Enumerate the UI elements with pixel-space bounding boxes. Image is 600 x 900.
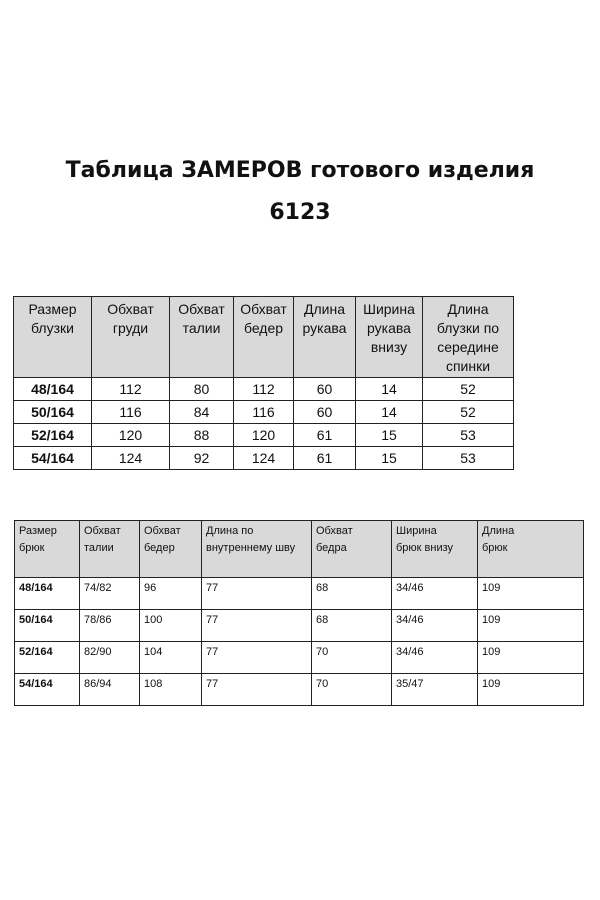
header-cell-sleeve-width: Ширина рукава внизу — [356, 297, 423, 378]
table-cell: 34/46 — [392, 610, 478, 642]
header-cell-waist: Обхват талии — [80, 521, 140, 578]
table-cell: 120 — [92, 424, 170, 447]
table-cell: 92 — [170, 447, 234, 470]
table-cell: 108 — [140, 674, 202, 706]
table-cell: 77 — [202, 642, 312, 674]
header-cell-waist: Обхват талии — [170, 297, 234, 378]
table-row — [15, 578, 584, 610]
header-cell-hem-width: Ширина брюк внизу — [392, 521, 478, 578]
header-cell-blouse-size: Размер блузки — [14, 297, 92, 378]
table-cell: 116 — [234, 401, 294, 424]
table-cell: 61 — [294, 424, 356, 447]
table-cell: 52 — [423, 378, 514, 401]
table-cell: 48/164 — [15, 578, 80, 610]
table-cell: 15 — [356, 424, 423, 447]
table-cell: 109 — [478, 610, 584, 642]
header-cell-trousers-length: Длина брюк — [478, 521, 584, 578]
trousers-size-table — [14, 520, 584, 706]
table-cell: 35/47 — [392, 674, 478, 706]
table-cell: 124 — [92, 447, 170, 470]
header-cell-inseam: Длина по внутреннему шву — [202, 521, 312, 578]
table-cell: 54/164 — [15, 674, 80, 706]
table-cell: 80 — [170, 378, 234, 401]
table-cell: 48/164 — [14, 378, 92, 401]
table-cell: 88 — [170, 424, 234, 447]
table-cell: 77 — [202, 578, 312, 610]
table-cell: 60 — [294, 378, 356, 401]
table-cell: 124 — [234, 447, 294, 470]
table-cell: 54/164 — [14, 447, 92, 470]
table-cell: 109 — [478, 578, 584, 610]
header-cell-trousers-size: Размер брюк — [15, 521, 80, 578]
table-cell: 112 — [234, 378, 294, 401]
header-cell-hips: Обхват бедер — [234, 297, 294, 378]
page-title: Таблица ЗАМЕРОВ готового изделия — [65, 158, 535, 183]
table-cell: 52 — [423, 401, 514, 424]
table-cell: 78/86 — [80, 610, 140, 642]
table-cell: 68 — [312, 610, 392, 642]
header-cell-chest: Обхват груди — [92, 297, 170, 378]
table-row — [15, 674, 584, 706]
table-row — [14, 447, 514, 470]
table-cell: 34/46 — [392, 578, 478, 610]
table-cell: 120 — [234, 424, 294, 447]
table-cell: 77 — [202, 674, 312, 706]
table-cell: 74/82 — [80, 578, 140, 610]
table-cell: 109 — [478, 674, 584, 706]
header-cell-thigh: Обхват бедра — [312, 521, 392, 578]
article-number: 6123 — [269, 200, 331, 225]
table-row — [14, 401, 514, 424]
header-cell-sleeve-length: Длина рукава — [294, 297, 356, 378]
table-row — [15, 610, 584, 642]
table-cell: 68 — [312, 578, 392, 610]
table-cell: 15 — [356, 447, 423, 470]
table-cell: 52/164 — [15, 642, 80, 674]
table-cell: 116 — [92, 401, 170, 424]
table-cell: 53 — [423, 424, 514, 447]
table-cell: 77 — [202, 610, 312, 642]
table-cell: 100 — [140, 610, 202, 642]
table-cell: 82/90 — [80, 642, 140, 674]
table-row — [14, 424, 514, 447]
table-cell: 96 — [140, 578, 202, 610]
table-cell: 70 — [312, 642, 392, 674]
table-cell: 70 — [312, 674, 392, 706]
table-cell: 52/164 — [14, 424, 92, 447]
table-cell: 60 — [294, 401, 356, 424]
table-cell: 14 — [356, 401, 423, 424]
header-cell-blouse-length: Длина блузки по середине спинки — [423, 297, 514, 378]
blouse-size-table — [13, 296, 514, 470]
table-header-row — [15, 521, 584, 578]
table-cell: 109 — [478, 642, 584, 674]
table-cell: 50/164 — [14, 401, 92, 424]
table-cell: 84 — [170, 401, 234, 424]
table-cell: 50/164 — [15, 610, 80, 642]
table-cell: 61 — [294, 447, 356, 470]
table-cell: 14 — [356, 378, 423, 401]
table-cell: 104 — [140, 642, 202, 674]
table-row — [15, 642, 584, 674]
table-cell: 53 — [423, 447, 514, 470]
table-cell: 34/46 — [392, 642, 478, 674]
table-cell: 112 — [92, 378, 170, 401]
header-cell-hips: Обхват бедер — [140, 521, 202, 578]
table-cell: 86/94 — [80, 674, 140, 706]
table-header-row — [14, 297, 514, 378]
table-row — [14, 378, 514, 401]
